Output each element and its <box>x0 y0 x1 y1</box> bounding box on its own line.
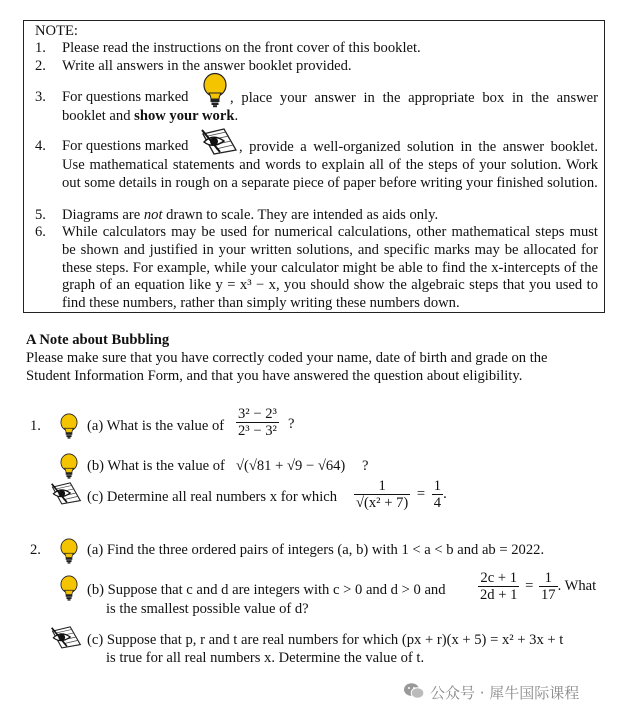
lightbulb-icon <box>58 533 80 569</box>
note-item-6-number: 6. <box>35 224 46 240</box>
q1a-numerator: 3² − 2³ <box>238 406 277 422</box>
note-item-3-body <box>62 89 598 125</box>
note-item-5-post: drawn to scale. They are intended as aids only. <box>166 207 439 223</box>
note-item-3-number: 3. <box>35 89 46 105</box>
note-item-4-number: 4. <box>35 138 46 154</box>
bubbling-title: A Note about Bubbling <box>26 332 170 348</box>
q1c-equation: $\frac{1}{\text{√(x² + 7)}}$ = $\frac{1}{4}$ . <box>356 478 447 511</box>
q1a-fraction <box>236 406 279 439</box>
question-1-number: 1. <box>30 418 41 434</box>
q2b-post: . What <box>557 577 597 594</box>
lightbulb-icon <box>58 570 80 606</box>
note-item-3-post: , place your answer in the appropriate box in the answer booklet and <box>62 90 598 124</box>
note-item-3-end: . <box>234 108 239 124</box>
q1a-denominator: 2³ − 3² <box>238 423 277 439</box>
q2c-line1: (c) Suppose that p, r and t are real numbers for which (px + r)(x + 5) = x² + 3x + t <box>87 632 564 648</box>
q1b-expression: √(√81 + √9 − √64) <box>236 458 346 474</box>
question-2-number: 2. <box>30 542 41 558</box>
q1c-lhs-denominator: √(x² + 7) <box>356 495 409 511</box>
q2b-rhs-denominator: 17 <box>540 587 556 603</box>
note-item-2-text: Write all answers in the answer booklet provided. <box>62 58 352 74</box>
q1b-tail: ? <box>362 458 369 474</box>
note-item-1-text: Please read the instructions on the front cover of this booklet. <box>62 40 421 56</box>
q2b-equation: $\frac{2c + 1}{2d + 1}$ = $\frac{1}{17}$ . What <box>480 570 597 603</box>
q2b-pre: (b) Suppose that c and d are integers with c > 0 and d > 0 and <box>87 582 446 598</box>
q1b-label: (b) What is the value of <box>87 458 225 474</box>
note-item-1-number: 1. <box>35 40 46 56</box>
q2b-line2: is the smallest possible value of d? <box>106 601 309 617</box>
note-item-2-number: 2. <box>35 58 46 74</box>
lightbulb-icon <box>58 408 80 444</box>
q2b-rhs-numerator: 1 <box>539 570 558 587</box>
bubbling-text: Please make sure that you have correctly coded your name, date of birth and grade on the Student Information Form, and that you have answered the question about eligibility. <box>26 350 548 384</box>
q1c-rhs-numerator: 1 <box>433 478 442 494</box>
q2b-lhs-numerator: 2c + 1 <box>478 570 519 587</box>
q1c-rhs-denominator: 4 <box>433 495 442 511</box>
q1c-lhs-numerator: 1 <box>354 478 410 495</box>
q1c-label: (c) Determine all real numbers x for which <box>87 489 338 505</box>
note-item-3-pre: For questions marked <box>62 89 189 105</box>
note-item-5-em: not <box>143 207 163 223</box>
q1c-tail: . <box>443 485 447 502</box>
q2a-text: (a) Find the three ordered pairs of integers (a, b) with 1 < a < b and ab = 2022. <box>87 542 545 558</box>
pencil-eye-icon <box>50 480 82 506</box>
q1a-label: (a) What is the value of <box>87 418 225 434</box>
wechat-icon <box>403 682 425 700</box>
note-item-6-text: While calculators may be used for numerical calculations, other mathematical steps must be shown and justified in your written solutions, and specific marks may be allocated for these steps. For example, while your calculator might be able to find the x-intercepts of the graph of an equation like y = x³ − x, you should show the algebraic steps that you used to find these numbers, rather than simply writing these numbers down. <box>62 224 598 312</box>
note-item-5-pre: Diagrams are <box>62 207 141 223</box>
note-item-4-body: , provide a well-organized solution in the answer booklet. Use mathematical statements and words to explain all of the steps of your solution. Work out some details in rough on a separate piece of paper before writing your finished solution. <box>62 139 598 191</box>
note-item-5-number: 5. <box>35 207 46 223</box>
note-item-4-pre: For questions marked <box>62 138 189 154</box>
pencil-eye-icon <box>50 624 82 650</box>
q1a-tail: ? <box>288 416 295 432</box>
q2b-lhs-denominator: 2d + 1 <box>480 587 518 603</box>
q2c-line2: is true for all real numbers x. Determine the value of t. <box>106 650 425 666</box>
watermark: 公众号 · 犀牛国际课程 <box>430 684 580 702</box>
show-your-work: show your work <box>134 108 235 124</box>
note-heading: NOTE: <box>35 23 78 39</box>
note-item-5-text <box>62 207 438 224</box>
lightbulb-icon <box>58 448 80 484</box>
